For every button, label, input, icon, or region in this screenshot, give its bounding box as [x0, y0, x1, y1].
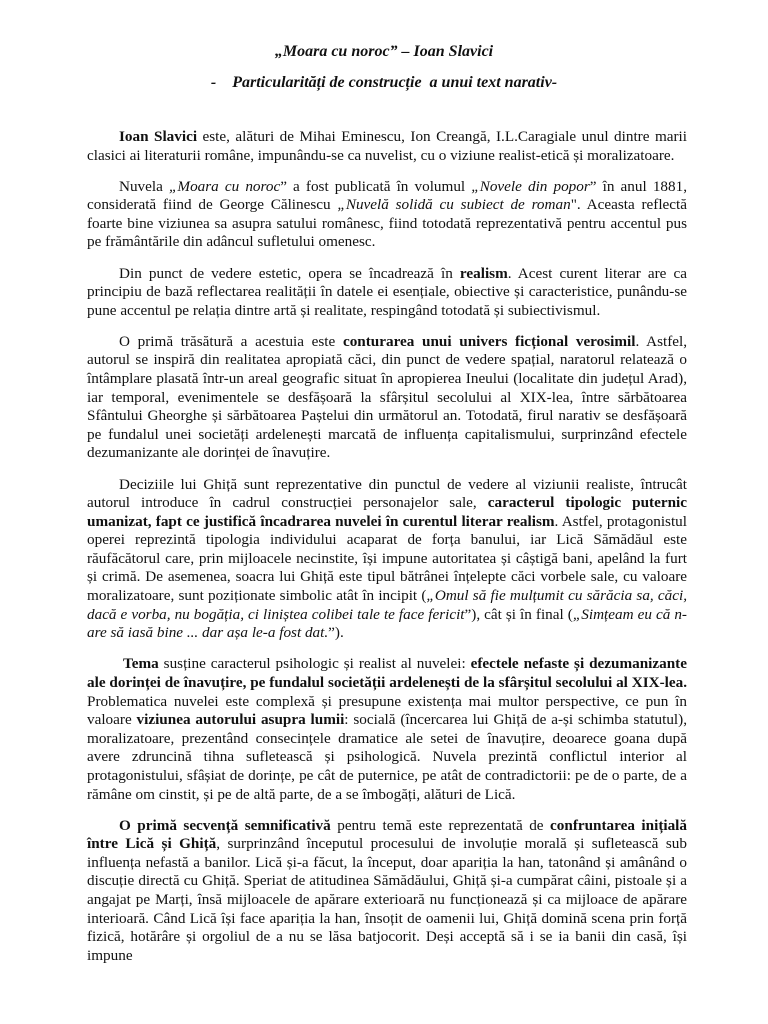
calinescu-quote: „Nuvelă solidă cu subiect de roman — [337, 196, 571, 214]
paragraph-realism — [87, 265, 687, 321]
volume-title: „Novele din popor — [471, 177, 590, 195]
text-span: ” în anul 1881, considerată fiind de George Călinescu — [87, 177, 687, 214]
paragraph-publication — [87, 178, 687, 252]
paragraph-first-trait — [87, 333, 687, 463]
key-phrase: confruntarea inițială între Lică și Ghiță — [87, 816, 687, 853]
key-phrase: efectele nefaste și dezumanizante ale dorinței de înavuțire, pe fundalul societății ardelenești de la sfârșitul secolului al XIX-lea. — [87, 655, 687, 691]
text-span: ”), cât și în final ( — [464, 605, 573, 623]
text-span: : socială (încercarea lui Ghiță de a-și schimba statutul), moralizatoare, prezentând consecințele dramatice ale setei de înavuțire, deoarece goana după avere zdruncină tihna sufletească și psihologică. Nuvela prezintă conflictul interior al protagonistului, sfâșiat de dorințe, pe cât de puternice, pe atât de contradictorii: pe de o parte, de a rămâne om cinstit, și pe de altă parte, de a se îmbogăți, alături de Lică. — [87, 711, 688, 803]
text-span: ”). — [328, 624, 344, 642]
text-span: susține caracterul psihologic și realist al nuvelei: — [158, 655, 471, 673]
final-quote: „Simțeam eu că n-are să iasă bine ... dar așa le-a fost dat. — [87, 605, 687, 642]
text-span: ” a fost publicată în volumul — [280, 177, 472, 195]
paragraph-characters — [87, 476, 687, 643]
text-span: pentru temă este reprezentată de — [330, 816, 551, 834]
text-span: Deciziile lui Ghiță sunt reprezentative din punctul de vedere al viziunii realiste, întrucât autorul introduce în cadrul construcției personajelor sale, — [87, 475, 687, 512]
paragraph-theme — [87, 655, 687, 804]
text-span: este, alături de Mihai Eminescu, Ion Creangă, I.L.Caragiale unul dintre marii clasici ai literaturii române, impunându-se ca nuvelist, cu o viziune realist-etică și moralizatoare. — [87, 128, 687, 164]
text-span: ". Aceasta reflectă foarte bine viziunea sa asupra satului românesc, fiind totodată reprezentativă pentru accentul pus pe frământările din adâncul sufletului omenesc. — [87, 196, 687, 251]
incipit-quote: „Omul să fie mulțumit cu sărăcia sa, căci, dacă e vorba, nu bogăția, ci liniștea colibei tale te face fericit — [87, 587, 687, 623]
text-span: . Astfel, protagonistul operei reprezintă tipologia individului acaparat de forța banului, iar Lică Sămădăul este răufăcătorul care, prin mijloacele necinstite, își impune autoritatea și câștigă bani, apelând la furt și crimă. De asemenea, soacra lui Ghiță este tipul bătrânei înțelepte căci vorbele sale, cu valoare moralizatoare, sunt poziționate simbolic atât în incipit ( — [87, 512, 687, 605]
key-phrase: O primă secvență semnificativă — [119, 816, 331, 834]
key-phrase: viziunea autorului asupra lumii — [136, 711, 345, 729]
text-span: , surprinzând începutul procesului de involuție morală și sufletească sub influența nefastă a banilor. Lică și-a făcut, la început, doar apariția la han, tatonând și amânând o discuție directă cu Ghiță. Speriat de atitudinea Sămădăului, Ghiță și-a cumpărat câini, pistoale și a angajat pe Marți, însă mijloacele de apărare exterioară nu funcționează și ca mijloace de apărare interioară. Când Lică își face apariția la han, însoțit de oamenii lui, Ghiță domină scena prin forță fizică, hotărâre și orgoliul de a nu se lăsa batjocorit. Deși acceptă să i se ia banii din casă, își impune — [87, 835, 687, 964]
paragraph-first-sequence — [87, 817, 687, 966]
work-title: „Moara cu noroc — [168, 177, 281, 195]
document-body — [87, 128, 687, 978]
document-title: „Moara cu noroc” – Ioan Slavici — [274, 43, 494, 60]
paragraph-intro — [87, 128, 687, 165]
text-span: O primă trăsătură a acestuia este — [119, 332, 343, 350]
text-span: Problematica nuvelei este complexă și presupune existența mai multor perspective, ce pun în valoare — [87, 692, 687, 729]
key-phrase: caracterul tipologic puternic umanizat, fapt ce justifică încadrarea nuvelei în curentul literar realism — [87, 494, 687, 530]
key-phrase: conturarea unui univers ficțional verosimil — [342, 332, 636, 350]
document-subtitle: - Particularități de construcție a unui text narativ- — [210, 74, 558, 91]
text-span: . Astfel, autorul se inspiră din realitatea apropiată căci, din punct de vedere spațial, naratorul relatează o întâmplare plasată într-un areal geografic situat în apropierea Ineului (localitate din județul Arad), iar temporal, evenimentele se desfășoară la sfârșitul secolului al XIX-lea, între sărbătoarea Sfântului Gheorghe și sărbătoarea Paștelui din următorul an. Totodată, firul narativ se desfășoară pe fundalul unei societăți ardelenești marcată de influența capitalismului, surprinzând efectele dezumanizante ale dorinței de înavuțire. — [87, 332, 688, 462]
text-span: Nuvela — [119, 177, 169, 195]
text-span: Din punct de vedere estetic, opera se încadrează în — [119, 264, 460, 282]
theme-label: Tema — [123, 655, 159, 673]
realism-term: realism — [459, 264, 508, 282]
text-span: . Acest curent literar are ca principiu de bază reflectarea realității în datele ei esențiale, obiective și caracteristice, punându-se pune accentul pe relația dintre artă și realitate, respingând totodată și subiectivismul. — [87, 264, 687, 319]
author-name: Ioan Slavici — [119, 128, 198, 145]
